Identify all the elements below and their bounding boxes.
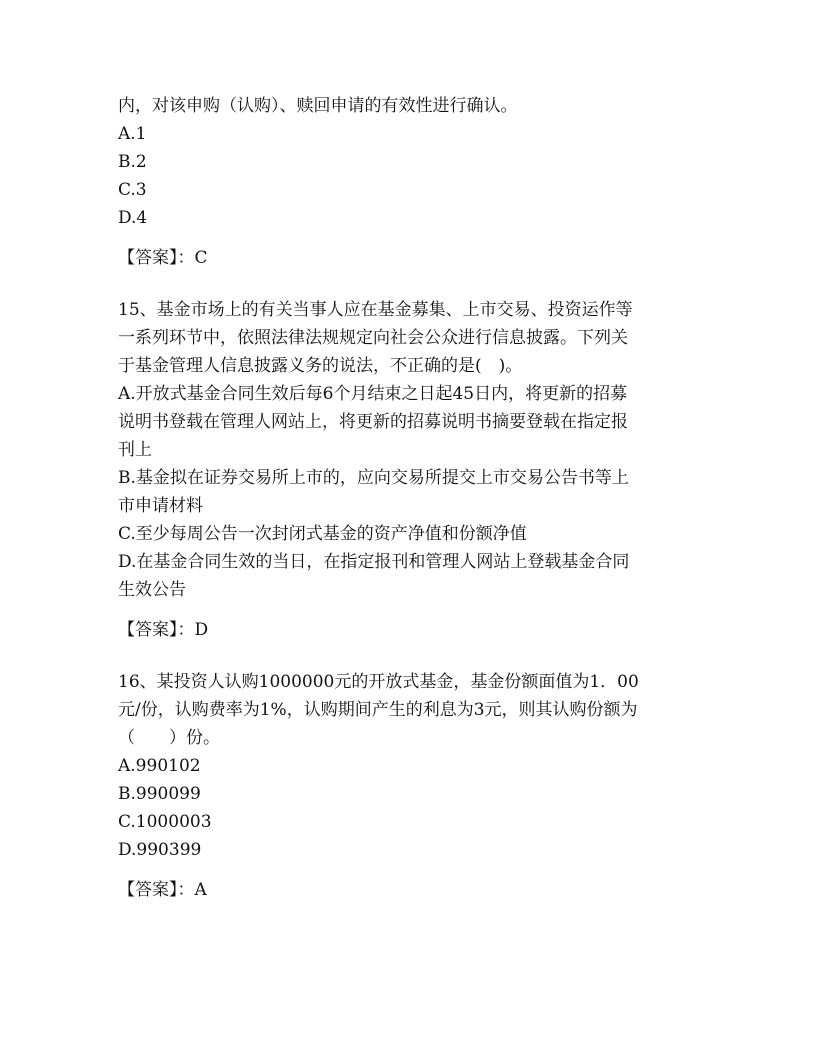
question-16-line-1: 16、某投资人认购1000000元的开放式基金，基金份额面值为1．00 [118,672,639,692]
question-16-option-d: D.990399 [118,840,202,860]
question-16-option-b: B.990099 [118,784,201,804]
option-b: B.2 [118,152,147,172]
question-15-option-a-line-2: 说明书登载在管理人网站上，将更新的招募说明书摘要登载在指定报 [118,412,628,432]
question-15-line-1: 15、基金市场上的有关当事人应在基金募集、上市交易、投资运作等 [118,300,633,320]
question-15-line-3: 于基金管理人信息披露义务的说法，不正确的是( )。 [118,356,523,376]
question-15-option-a-line-1: A.开放式基金合同生效后每6个月结束之日起45日内，将更新的招募 [118,384,628,404]
question-16-line-2: 元/份，认购费率为1%，认购期间产生的利息为3元，则其认购份额为 [118,700,638,720]
document-page [118,92,708,904]
question-16-option-a: A.990102 [118,756,201,776]
option-a: A.1 [118,124,147,144]
question-16-option-c: C.1000003 [118,812,212,832]
question-15-option-d-line-2: 生效公告 [118,580,186,600]
question-15-option-a-line-3: 刊上 [118,440,152,460]
question-15-option-b-line-1: B.基金拟在证券交易所上市的，应向交易所提交上市交易公告书等上 [118,468,629,488]
question-15-option-b-line-2: 市申请材料 [118,496,203,516]
question-15-option-d-line-1: D.在基金合同生效的当日，在指定报刊和管理人网站上登载基金合同 [118,552,630,572]
question-15-option-c: C.至少每周公告一次封闭式基金的资产净值和份额净值 [118,524,527,544]
answer-14: 【答案】：C [118,248,208,268]
option-c: C.3 [118,180,147,200]
spacer [118,272,708,296]
answer-15: 【答案】：D [118,620,209,640]
question-16-line-3: （ ）份。 [118,728,220,748]
question-14-tail: 内，对该申购（认购）、赎回申请的有效性进行确认。 [118,96,518,116]
question-15-line-2: 一系列环节中，依照法律法规规定向社会公众进行信息披露。下列关 [118,328,628,348]
answer-16: 【答案】：A [118,880,207,900]
option-d: D.4 [118,208,148,228]
spacer [118,644,708,668]
